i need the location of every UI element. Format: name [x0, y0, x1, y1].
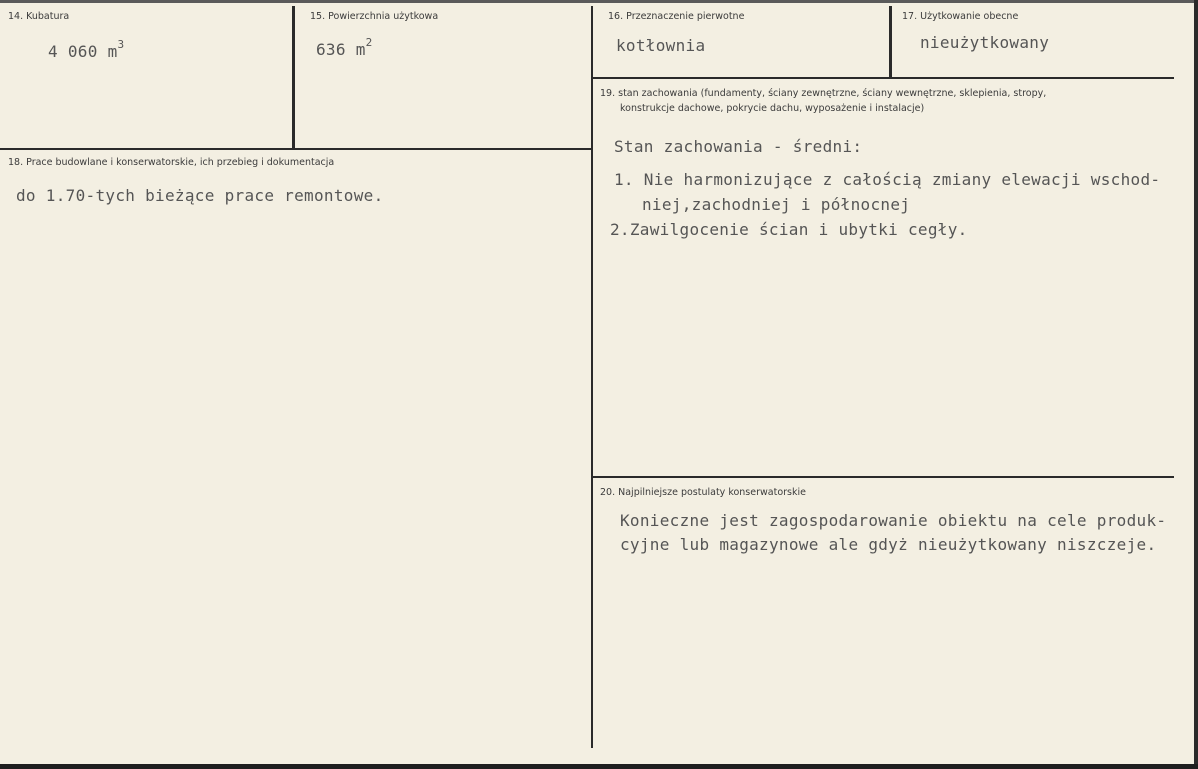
field-19-label-line2: konstrukcje dachowe, pokrycie dachu, wyposażenie i instalacje): [620, 103, 925, 114]
field-19-label: [600, 86, 1046, 116]
field-14-unit-exponent: 3: [117, 38, 125, 51]
row2-bottom-right: [593, 476, 1174, 478]
field-20-label: 20. Najpilniejsze postulaty konserwatorskie: [600, 487, 806, 498]
field-19-label-line1: 19. stan zachowania (fundamenty, ściany zewnętrzne, ściany wewnętrzne, sklepienia, stropy,: [600, 88, 1047, 99]
field-15-number: 636 m: [316, 40, 366, 59]
field-18-value: do 1.70-tych bieżące prace remontowe.: [16, 186, 384, 205]
field-19-item1-line1: 1. Nie harmonizujące z całością zmiany elewacji wschod-: [614, 170, 1161, 189]
field-20-line1: Konieczne jest zagospodarowanie obiektu na cele produk-: [620, 511, 1167, 530]
col-divider-left-right: [591, 6, 593, 748]
row1-divider-16-17: [889, 6, 892, 78]
row1-bottom-right: [593, 77, 1174, 79]
top-border: [0, 0, 1198, 3]
field-15-unit-exponent: 2: [365, 36, 373, 49]
row1-divider-14-15: [292, 6, 295, 150]
field-17-label: 17. Użytkowanie obecne: [902, 11, 1019, 22]
row1-bottom-left: [0, 148, 592, 150]
field-19-heading: Stan zachowania - średni:: [614, 137, 863, 156]
field-14-value: [48, 38, 125, 61]
field-14-number: 4 060 m: [48, 42, 118, 61]
field-16-label: 16. Przeznaczenie pierwotne: [608, 11, 745, 22]
field-15-value: [316, 36, 373, 59]
field-14-label: 14. Kubatura: [8, 11, 70, 22]
field-20-line2: cyjne lub magazynowe ale gdyż nieużytkowany niszczeje.: [620, 535, 1157, 554]
field-18-label: 18. Prace budowlane i konserwatorskie, ich przebieg i dokumentacja: [8, 157, 335, 168]
field-15-label: 15. Powierzchnia użytkowa: [310, 11, 439, 22]
field-19-item2: 2.Zawilgocenie ścian i ubytki cegły.: [610, 220, 968, 239]
field-19-item1-line2: niej,zachodniej i północnej: [642, 195, 911, 214]
bottom-border: [0, 764, 1198, 769]
field-16-value: kotłownia: [616, 36, 706, 55]
field-17-value: nieużytkowany: [920, 33, 1050, 52]
right-border: [1194, 0, 1198, 769]
